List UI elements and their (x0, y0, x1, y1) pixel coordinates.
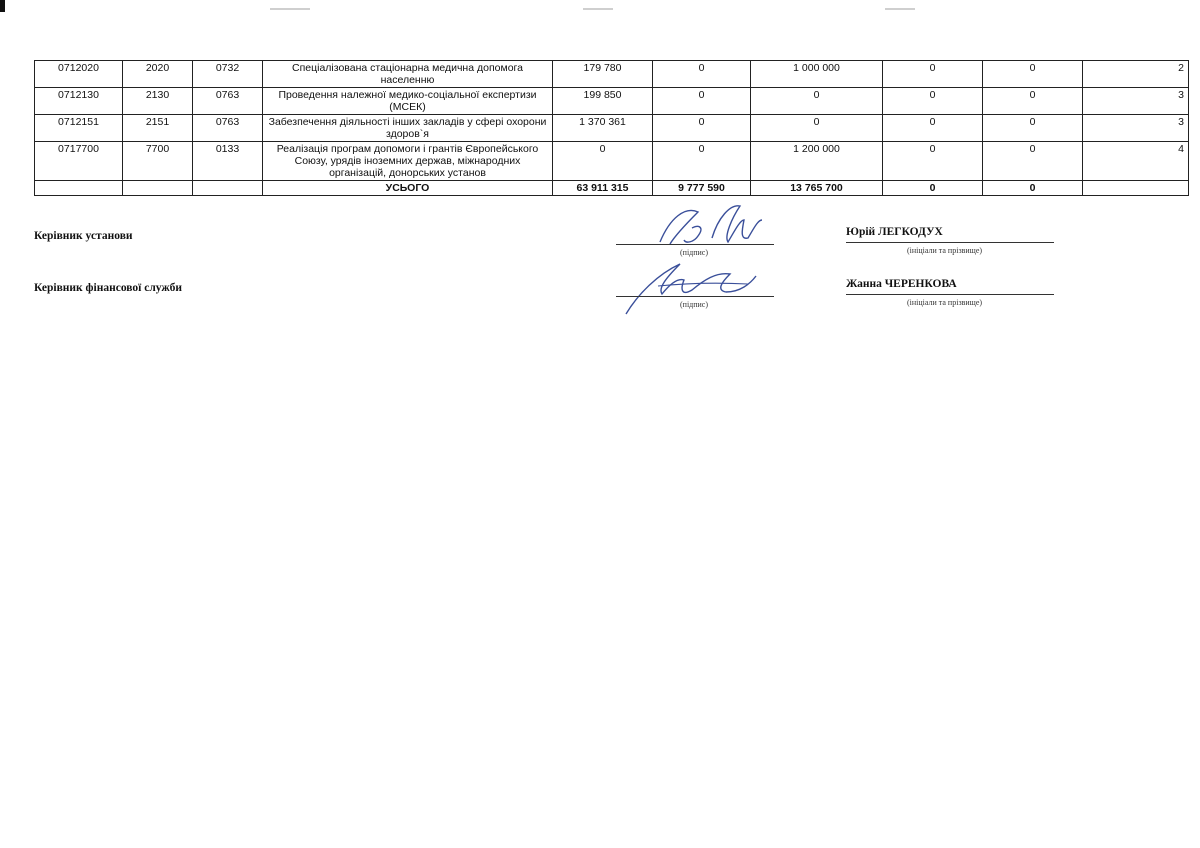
finance-signature-line (616, 296, 774, 297)
value-cell: 1 000 000 (751, 61, 883, 88)
value-cell: 1 200 000 (751, 142, 883, 181)
value-cell: 3 (1083, 115, 1189, 142)
finance-name-line (846, 294, 1054, 295)
finance-name: Жанна ЧЕРЕНКОВА (846, 278, 957, 290)
table-row (35, 115, 1189, 142)
empty-cell (123, 181, 193, 196)
value-cell: 179 780 (553, 61, 653, 88)
value-cell: 1 370 361 (553, 115, 653, 142)
empty-cell (193, 181, 263, 196)
value-cell: 3 (1083, 88, 1189, 115)
total-value: 9 777 590 (653, 181, 751, 196)
head-signature-caption: (підпис) (680, 248, 709, 257)
value-cell: 0 (653, 61, 751, 88)
value-cell: 0 (883, 115, 983, 142)
value-cell: 0 (983, 61, 1083, 88)
scan-corner-mark (0, 0, 5, 12)
kekv-code: 2020 (123, 61, 193, 88)
head-name-line (846, 242, 1054, 243)
head-name: Юрій ЛЕГКОДУХ (846, 226, 943, 238)
finance-signature-caption: (підпис) (680, 300, 709, 309)
value-cell: 4 (1083, 142, 1189, 181)
empty-cell (1083, 181, 1189, 196)
value-cell: 0 (883, 88, 983, 115)
value-cell: 0 (983, 88, 1083, 115)
table-row (35, 61, 1189, 88)
program-name: Спеціалізована стаціонарна медична допомога населенню (263, 61, 553, 88)
value-cell: 0 (751, 115, 883, 142)
total-value: 0 (983, 181, 1083, 196)
finance-name-caption: (ініціали та прізвище) (907, 298, 983, 307)
table-row (35, 88, 1189, 115)
total-label: УСЬОГО (263, 181, 553, 196)
value-cell: 0 (653, 88, 751, 115)
program-code: 0712151 (35, 115, 123, 142)
value-cell: 0 (883, 61, 983, 88)
finance-signature (618, 254, 778, 320)
kekv-code: 2130 (123, 88, 193, 115)
value-cell: 0 (553, 142, 653, 181)
total-row (35, 181, 1189, 196)
table-row (35, 142, 1189, 181)
program-code: 0717700 (35, 142, 123, 181)
value-cell: 0 (883, 142, 983, 181)
head-signature-line (616, 244, 774, 245)
head-role-label: Керівник установи (34, 230, 133, 242)
total-value: 0 (883, 181, 983, 196)
total-value: 63 911 315 (553, 181, 653, 196)
program-code: 0712020 (35, 61, 123, 88)
scan-artifact (885, 8, 915, 10)
kekv-code: 7700 (123, 142, 193, 181)
function-code: 0763 (193, 88, 263, 115)
kekv-code: 2151 (123, 115, 193, 142)
program-name: Реалізація програм допомоги і грантів Європейського Союзу, урядів іноземних держав, міжнародних організацій, донорських установ (263, 142, 553, 181)
total-value: 13 765 700 (751, 181, 883, 196)
value-cell: 0 (653, 115, 751, 142)
value-cell: 2 (1083, 61, 1189, 88)
head-name-caption: (ініціали та прізвище) (907, 246, 983, 255)
budget-table (34, 60, 1189, 196)
function-code: 0732 (193, 61, 263, 88)
value-cell: 0 (653, 142, 751, 181)
function-code: 0763 (193, 115, 263, 142)
program-name: Забезпечення діяльності інших закладів у сфері охорони здоров`я (263, 115, 553, 142)
value-cell: 0 (751, 88, 883, 115)
program-code: 0712130 (35, 88, 123, 115)
head-signature (640, 198, 780, 258)
program-name: Проведення належної медико-соціальної експертизи (МСЕК) (263, 88, 553, 115)
scan-artifact (583, 8, 613, 10)
empty-cell (35, 181, 123, 196)
function-code: 0133 (193, 142, 263, 181)
value-cell: 0 (983, 115, 1083, 142)
finance-role-label: Керівник фінансової служби (34, 282, 182, 294)
scan-artifact (270, 8, 310, 10)
value-cell: 0 (983, 142, 1083, 181)
value-cell: 199 850 (553, 88, 653, 115)
